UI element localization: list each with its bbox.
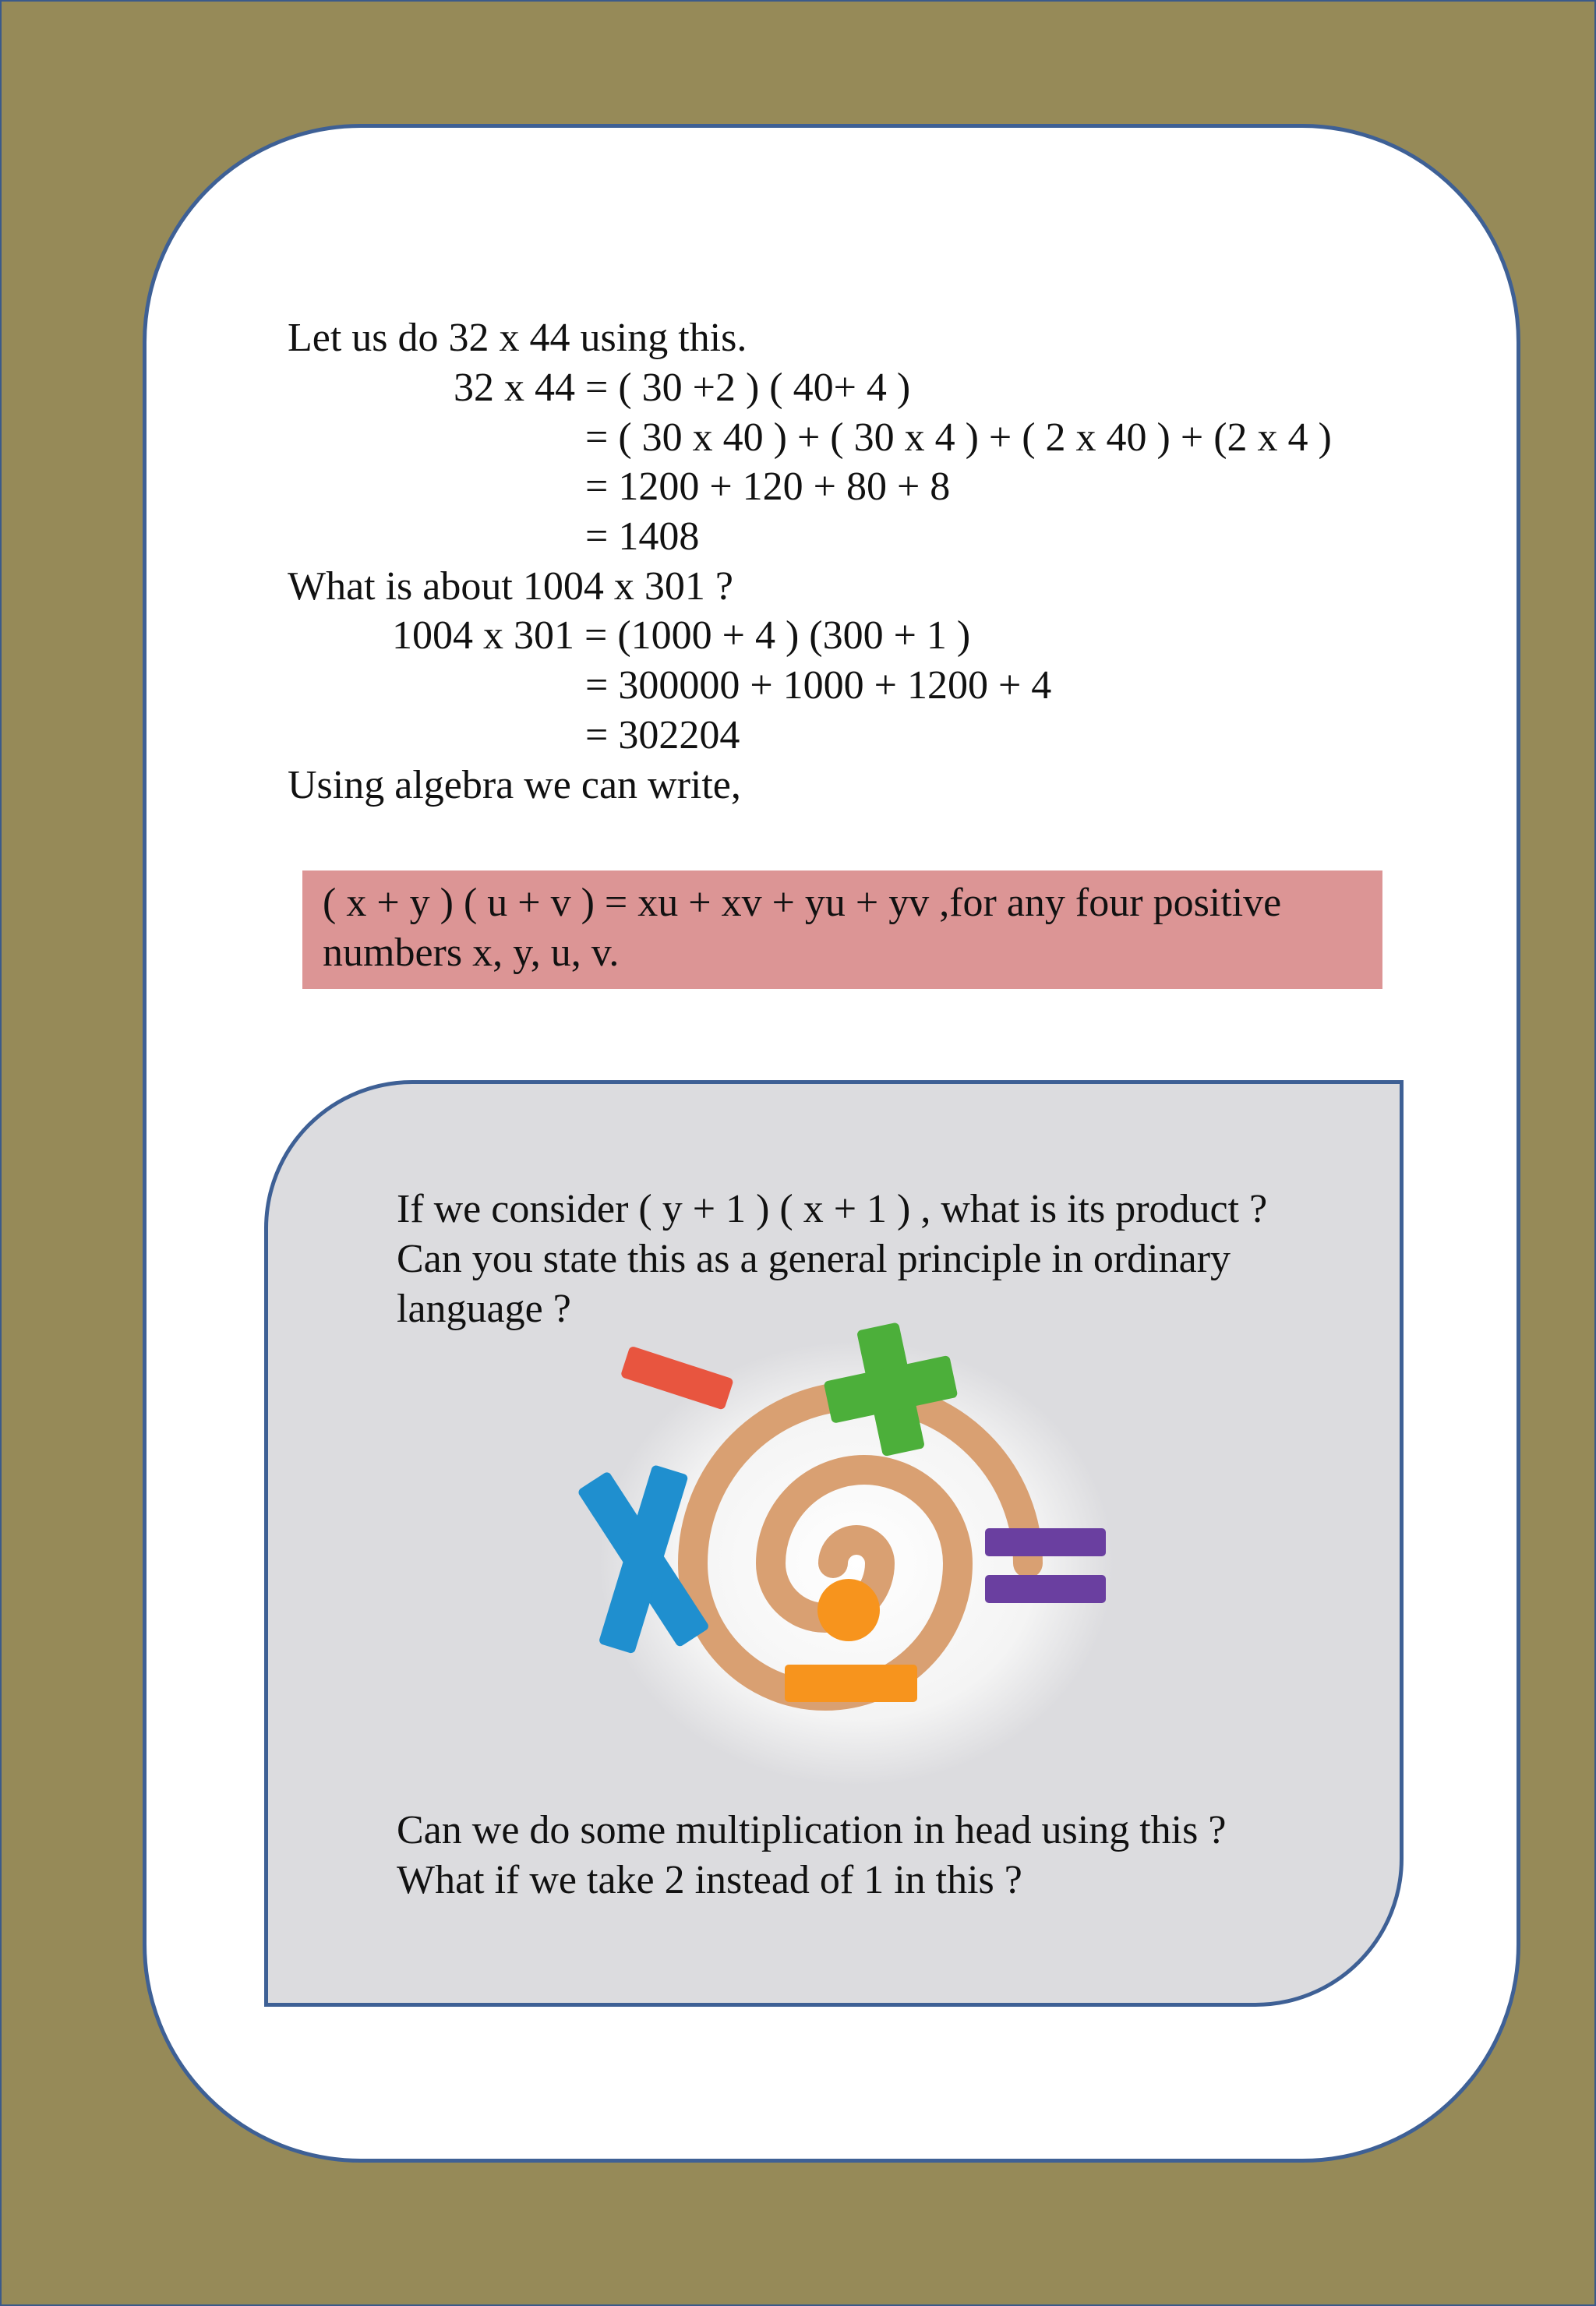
example2-step1: 1004 x 301 = (1000 + 4 ) (300 + 1 ) (392, 613, 971, 658)
formula-line-2: numbers x, y, u, v. (323, 931, 620, 975)
example1-step1: 32 x 44 = ( 30 +2 ) ( 40+ 4 ) (454, 365, 911, 410)
formula-box (302, 870, 1382, 989)
algebra-intro-text: Using algebra we can write, (288, 763, 741, 807)
question-box (264, 1080, 1404, 2007)
minus-symbol (620, 1346, 734, 1411)
intro-text: Let us do 32 x 44 using this. (288, 316, 747, 360)
example1-step2: = ( 30 x 40 ) + ( 30 x 4 ) + ( 2 x 40 ) + (2 x 4 ) (585, 415, 1332, 460)
question-line-3: language ? (397, 1287, 571, 1331)
example1-step4: = 1408 (585, 514, 700, 559)
example2-step3: = 302204 (585, 713, 740, 757)
question-line-1: If we consider ( y + 1 ) ( x + 1 ) , what is its product ? (397, 1187, 1268, 1231)
example1-step3: = 1200 + 120 + 80 + 8 (585, 464, 951, 509)
question-line-4: Can we do some multiplication in head using this ? (397, 1808, 1227, 1852)
example2-step2: = 300000 + 1000 + 1200 + 4 (585, 663, 1052, 708)
math-symbols-swirl-icon (560, 1322, 1137, 1789)
question2-text: What is about 1004 x 301 ? (288, 564, 733, 609)
question-line-5: What if we take 2 instead of 1 in this ? (397, 1858, 1022, 1902)
formula-line-1: ( x + y ) ( u + v ) = xu + xv + yu + yv ,for any four positive (323, 881, 1282, 925)
question-line-2: Can you state this as a general principle in ordinary (397, 1237, 1231, 1281)
